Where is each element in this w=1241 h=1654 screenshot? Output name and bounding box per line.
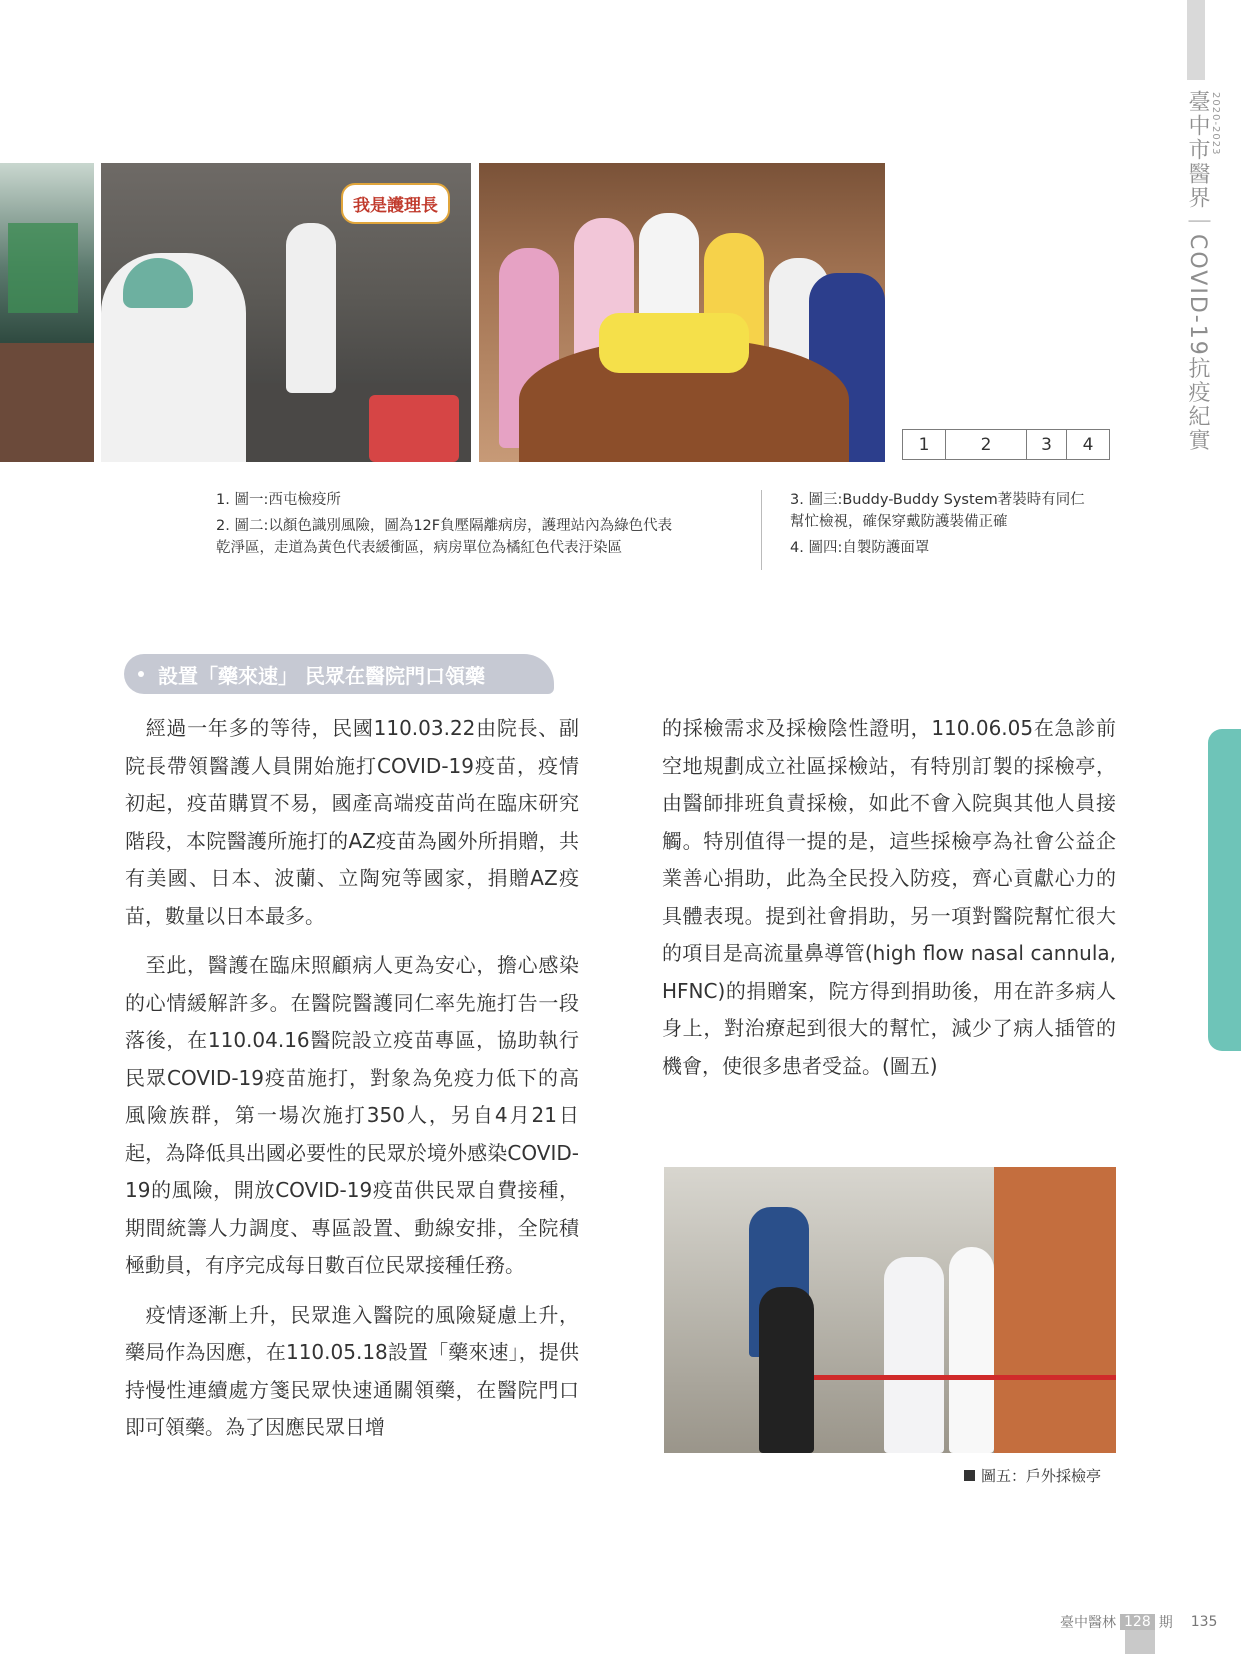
image-number-1: 1 — [903, 430, 946, 459]
photo-head-nurse-ward — [101, 163, 471, 462]
bullet-icon — [138, 671, 144, 677]
figure-5-caption — [964, 1465, 1101, 1486]
caption-3: 3. 圖三:Buddy-Buddy System著裝時有同仁 幫忙檢視，確保穿戴防護裝備正確 — [790, 492, 1085, 530]
caption-divider — [761, 490, 762, 570]
body-column-left — [125, 710, 579, 1459]
image-number-4: 4 — [1082, 434, 1094, 455]
paragraph: 疫情逐漸上升，民眾進入醫院的風險疑慮上升，藥局作為因應，在110.05.18設置「藥來速」，提供持慢性連續處方箋民眾快速通關領藥，在醫院門口即可領藥。為了因應民眾日增 — [125, 1302, 579, 1439]
page-number: 135 — [1190, 1614, 1218, 1630]
image-number-3: 3 — [1027, 430, 1067, 459]
photo-quarantine-station — [0, 163, 94, 462]
footer-issue: 128 — [1120, 1614, 1155, 1630]
captions-right — [790, 489, 1130, 563]
paragraph: 經過一年多的等待，民國110.03.22由院長、副院長帶領醫護人員開始施打COVID-19疫苗，疫情初起，疫苗購買不易，國產高端疫苗尚在臨床研究階段，本院醫護所施打的AZ疫苗為國外所捐贈，共有美國、日本、波蘭、立陶宛等國家，捐贈AZ疫苗，數量以日本最多。 — [125, 716, 579, 928]
paragraph: 的採檢需求及採檢陰性證明，110.06.05在急診前空地規劃成立社區採檢站，有特別訂製的採檢亭，由醫師排班負責採檢，如此不會入院與其他人員接觸。特別值得一提的是，這些採檢亭為社會公益企業善心捐助，此為全民投入防疫，齊心貢獻心力的具體表現。提到社會捐助，另一項對醫院幫忙很大的項目是高流量鼻導管(high flow nasal cannula, HFNC)的捐贈案，院方得到捐助後，用在許多病人身上，對治療起到很大的幫忙，減少了病人插管的機會，使很多患者受益。(圖五) — [662, 716, 1116, 1078]
section-heading — [124, 654, 554, 694]
running-header-year: 2020-2023 — [1210, 92, 1221, 156]
speech-bubble: 我是護理長 — [341, 183, 450, 224]
figure-5-caption-text: 圖五：戶外採檢亭 — [981, 1467, 1102, 1485]
section-heading-text: 設置「藥來速」 民眾在醫院門口領藥 — [158, 664, 485, 688]
photo-outdoor-testing-booth — [664, 1167, 1116, 1453]
image-number-key — [902, 429, 1110, 460]
page-footer — [1060, 1612, 1217, 1632]
image-number-2: 2 — [946, 430, 1027, 459]
paragraph: 至此，醫護在臨床照顧病人更為安心，擔心感染的心情緩解許多。在醫院醫護同仁率先施打告一段落後，在110.04.16醫院設立疫苗專區，協助執行民眾COVID-19疫苗施打，對象為免疫力低下的高風險族群，第一場次施打350人，另自4月21日起，為降低具出國必要性的民眾於境外感染COVID-19的風險，開放COVID-19疫苗供民眾自費接種，期間統籌人力調度、專區設置、動線安排，全院積極動員，有序完成每日數百位民眾接種任務。 — [125, 953, 579, 1277]
square-bullet-icon — [964, 1470, 975, 1481]
side-section-tab — [1208, 729, 1241, 1051]
body-column-right — [662, 710, 1116, 1097]
caption-4: 4. 圖四:自製防護面罩 — [790, 540, 930, 556]
caption-1: 1. 圖一:西屯檢疫所 — [216, 492, 341, 508]
caption-2: 2. 圖二:以顏色識別風險，圖為12F負壓隔離病房，護理站內為綠色代表 乾淨區，走道為黃色代表緩衝區，病房單位為橘紅色代表汙染區 — [216, 518, 673, 556]
running-header-title: 臺中市醫界｜COVID-19抗疫紀實 — [1185, 90, 1210, 453]
footer-issue-suffix: 期 — [1158, 1615, 1173, 1631]
photo-face-shield-team — [479, 163, 885, 462]
footer-decor-bar — [1125, 1630, 1155, 1654]
side-decor-bar — [1187, 0, 1205, 80]
footer-journal: 臺中醫林 — [1060, 1615, 1116, 1631]
captions-left — [216, 489, 736, 563]
